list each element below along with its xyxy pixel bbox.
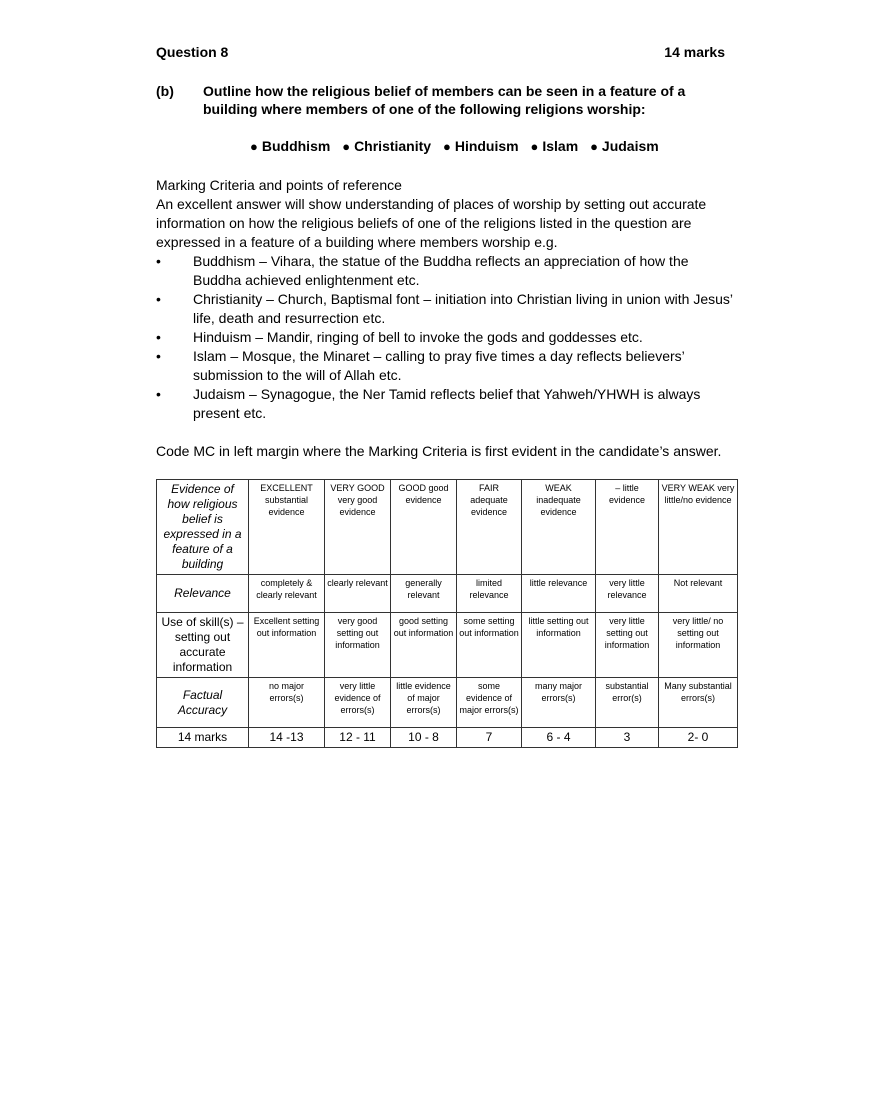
religion-item: ● Hinduism: [442, 138, 519, 154]
part-b-question: [156, 82, 736, 118]
mark-range: 2- 0: [659, 728, 738, 748]
criteria-point: • Judaism – Synagogue, the Ner Tamid reflects belief that Yahweh/YHWH is always present etc.: [156, 386, 701, 421]
rubric-cell: no major errors(s): [249, 678, 325, 728]
bullet-icon: •: [156, 386, 161, 402]
part-b-text: Outline how the religious belief of members can be seen in a feature of a building where members of one of the following religions worship:: [203, 83, 686, 117]
rubric-cell: generally relevant: [391, 575, 457, 613]
question-number: Question 8: [156, 44, 229, 60]
rubric-cell: very little setting out information: [596, 613, 659, 678]
rubric-row-relevance: [157, 575, 738, 613]
mark-range: 7: [457, 728, 522, 748]
rubric-cell: Not relevant: [659, 575, 738, 613]
religion-item: ● Buddhism: [250, 138, 331, 154]
criteria-point: • Hinduism – Mandir, ringing of bell to invoke the gods and goddesses etc.: [156, 329, 643, 345]
bullet-icon: •: [156, 348, 161, 364]
rubric-cell: good setting out information: [391, 613, 457, 678]
rubric-cell: FAIR adequate evidence: [457, 480, 522, 575]
rubric-row-skills: [157, 613, 738, 678]
rubric-cell: very little evidence of errors(s): [325, 678, 391, 728]
criteria-point: • Buddhism – Vihara, the statue of the Buddha reflects an appreciation of how the Buddha achieved enlightenment etc.: [156, 253, 689, 288]
bullet-dot-icon: ●: [250, 139, 258, 154]
row-label: Use of skill(s) – setting out accurate information: [157, 613, 249, 678]
religion-item: ● Judaism: [590, 138, 659, 154]
part-letter: (b): [156, 83, 174, 99]
rubric-cell: little relevance: [522, 575, 596, 613]
rubric-cell: – little evidence: [596, 480, 659, 575]
row-label: Factual Accuracy: [157, 678, 249, 728]
mark-range: 14 -13: [249, 728, 325, 748]
rubric-cell: GOOD good evidence: [391, 480, 457, 575]
rubric-cell: very little/ no setting out information: [659, 613, 738, 678]
criteria-intro: An excellent answer will show understanding of places of worship by setting out accurate information on how the religious beliefs of one of the religions listed in the question are expressed in a feature of a building where members worship e.g.: [156, 196, 707, 250]
rubric-cell: Many substantial errors(s): [659, 678, 738, 728]
bullet-dot-icon: ●: [342, 139, 351, 154]
code-mc-instruction: Code MC in left margin where the Marking Criteria is first evident in the candidate’s answer.: [156, 443, 722, 459]
mark-range: 6 - 4: [522, 728, 596, 748]
rubric-cell: little setting out information: [522, 613, 596, 678]
row-label: Evidence of how religious belief is expressed in a feature of a building: [157, 480, 249, 575]
rubric-cell: VERY GOOD very good evidence: [325, 480, 391, 575]
mark-range: 10 - 8: [391, 728, 457, 748]
bullet-icon: •: [156, 329, 161, 345]
rubric-row-evidence: [157, 480, 738, 575]
rubric-cell: EXCELLENT substantial evidence: [249, 480, 325, 575]
rubric-cell: very good setting out information: [325, 613, 391, 678]
rubric-cell: VERY WEAK very little/no evidence: [659, 480, 738, 575]
religion-item: ● Islam: [530, 138, 579, 154]
rubric-cell: WEAK inadequate evidence: [522, 480, 596, 575]
criteria-heading: Marking Criteria and points of reference: [156, 177, 402, 193]
bullet-dot-icon: ●: [442, 139, 451, 154]
bullet-icon: •: [156, 253, 161, 269]
question-header: [156, 44, 725, 64]
criteria-point: • Christianity – Church, Baptismal font – initiation into Christian living in union with Jesus’ life, death and resurrection etc.: [156, 291, 733, 326]
rubric-cell: some setting out information: [457, 613, 522, 678]
bullet-icon: •: [156, 291, 161, 307]
rubric-cell: clearly relevant: [325, 575, 391, 613]
rubric-cell: completely & clearly relevant: [249, 575, 325, 613]
religion-item: ● Christianity: [342, 138, 432, 154]
criteria-points: [156, 252, 736, 423]
religion-list: [250, 138, 670, 158]
rubric-cell: limited relevance: [457, 575, 522, 613]
rubric-row-accuracy: [157, 678, 738, 728]
bullet-dot-icon: ●: [530, 139, 539, 154]
marking-rubric-table: [156, 479, 738, 748]
rubric-cell: little evidence of major errors(s): [391, 678, 457, 728]
criteria-point: • Islam – Mosque, the Minaret – calling to pray five times a day reflects believers’ submission to the will of Allah etc.: [156, 348, 685, 383]
bullet-dot-icon: ●: [590, 139, 598, 154]
rubric-cell: some evidence of major errors(s): [457, 678, 522, 728]
rubric-row-marks: [157, 728, 738, 748]
rubric-cell: Excellent setting out information: [249, 613, 325, 678]
question-marks: 14 marks: [664, 44, 725, 60]
rubric-cell: very little relevance: [596, 575, 659, 613]
rubric-cell: substantial error(s): [596, 678, 659, 728]
row-label: 14 marks: [157, 728, 249, 748]
rubric-cell: many major errors(s): [522, 678, 596, 728]
row-label: Relevance: [157, 575, 249, 613]
mark-range: 3: [596, 728, 659, 748]
mark-range: 12 - 11: [325, 728, 391, 748]
marking-criteria: [156, 176, 736, 423]
